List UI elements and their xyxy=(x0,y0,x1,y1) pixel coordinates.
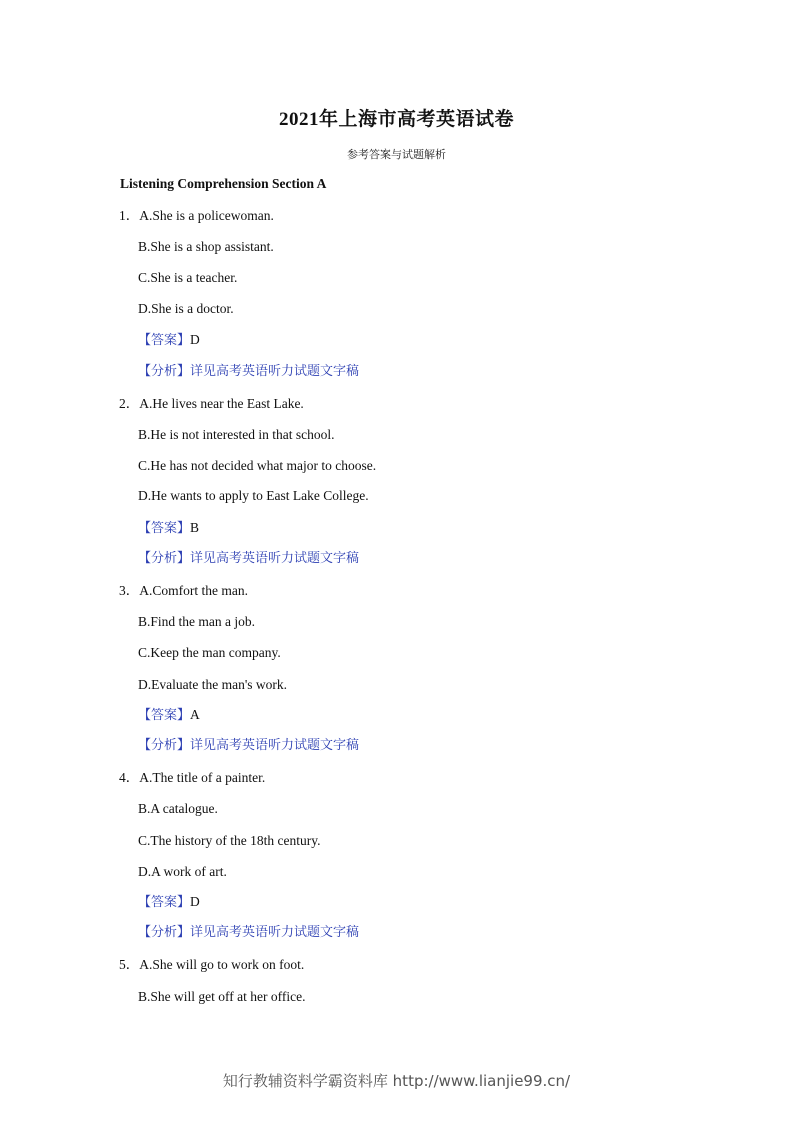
document-title: 2021年上海市高考英语试卷 xyxy=(278,109,514,130)
option-b: B.He is not interested in that school. xyxy=(138,427,335,442)
answer-value: D xyxy=(190,894,200,909)
option-c: C.He has not decided what major to choose. xyxy=(138,458,377,473)
answer-label: 【答案】 xyxy=(138,333,191,348)
option-b: B.She is a shop assistant. xyxy=(138,239,274,254)
option-d: D.Evaluate the man's work. xyxy=(138,677,288,692)
question-number: 4． xyxy=(119,770,140,785)
question-number: 1． xyxy=(119,208,140,223)
answer-label: 【答案】 xyxy=(138,895,191,910)
question-3 xyxy=(119,582,248,600)
footer-watermark: 知行教辅资料学霸资料库 http://www.lianjie99.cn/ xyxy=(222,1072,571,1090)
question-1 xyxy=(119,207,274,225)
answer-value: B xyxy=(190,520,200,535)
option-d: D.He wants to apply to East Lake College. xyxy=(138,488,369,503)
option-c: C.She is a teacher. xyxy=(138,270,238,285)
option-a: A.The title of a painter. xyxy=(139,770,266,785)
question-2 xyxy=(119,395,304,413)
answer-line xyxy=(138,519,199,538)
answer-line xyxy=(138,893,200,912)
answer-line xyxy=(138,331,200,350)
option-a: A.Comfort the man. xyxy=(139,583,248,598)
question-4 xyxy=(119,769,265,787)
option-c: C.Keep the man company. xyxy=(138,645,281,660)
question-number: 5． xyxy=(119,957,140,972)
option-a: A.He lives near the East Lake. xyxy=(139,396,304,411)
answer-value: D xyxy=(190,332,200,347)
option-a: A.She will go to work on foot. xyxy=(139,957,305,972)
document-subtitle: 参考答案与试题解析 xyxy=(347,148,446,161)
option-b: B.Find the man a job. xyxy=(138,614,255,629)
option-b: B.She will get off at her office. xyxy=(138,989,306,1004)
option-a: A.She is a policewoman. xyxy=(139,208,274,223)
option-d: D.She is a doctor. xyxy=(138,301,234,316)
answer-line xyxy=(138,706,200,725)
analysis-line: 【分析】详见高考英语听力试题文字稿 xyxy=(138,364,360,379)
option-b: B.A catalogue. xyxy=(138,801,218,816)
analysis-line: 【分析】详见高考英语听力试题文字稿 xyxy=(138,738,360,753)
analysis-line: 【分析】详见高考英语听力试题文字稿 xyxy=(138,551,360,566)
question-5 xyxy=(119,956,304,974)
section-heading: Listening Comprehension Section A xyxy=(120,176,327,191)
answer-label: 【答案】 xyxy=(138,708,191,723)
option-c: C.The history of the 18th century. xyxy=(138,833,321,848)
analysis-line: 【分析】详见高考英语听力试题文字稿 xyxy=(138,925,360,940)
option-d: D.A work of art. xyxy=(138,864,227,879)
question-number: 2． xyxy=(119,396,140,411)
answer-value: A xyxy=(190,707,200,722)
answer-label: 【答案】 xyxy=(138,521,191,536)
question-number: 3． xyxy=(119,583,140,598)
